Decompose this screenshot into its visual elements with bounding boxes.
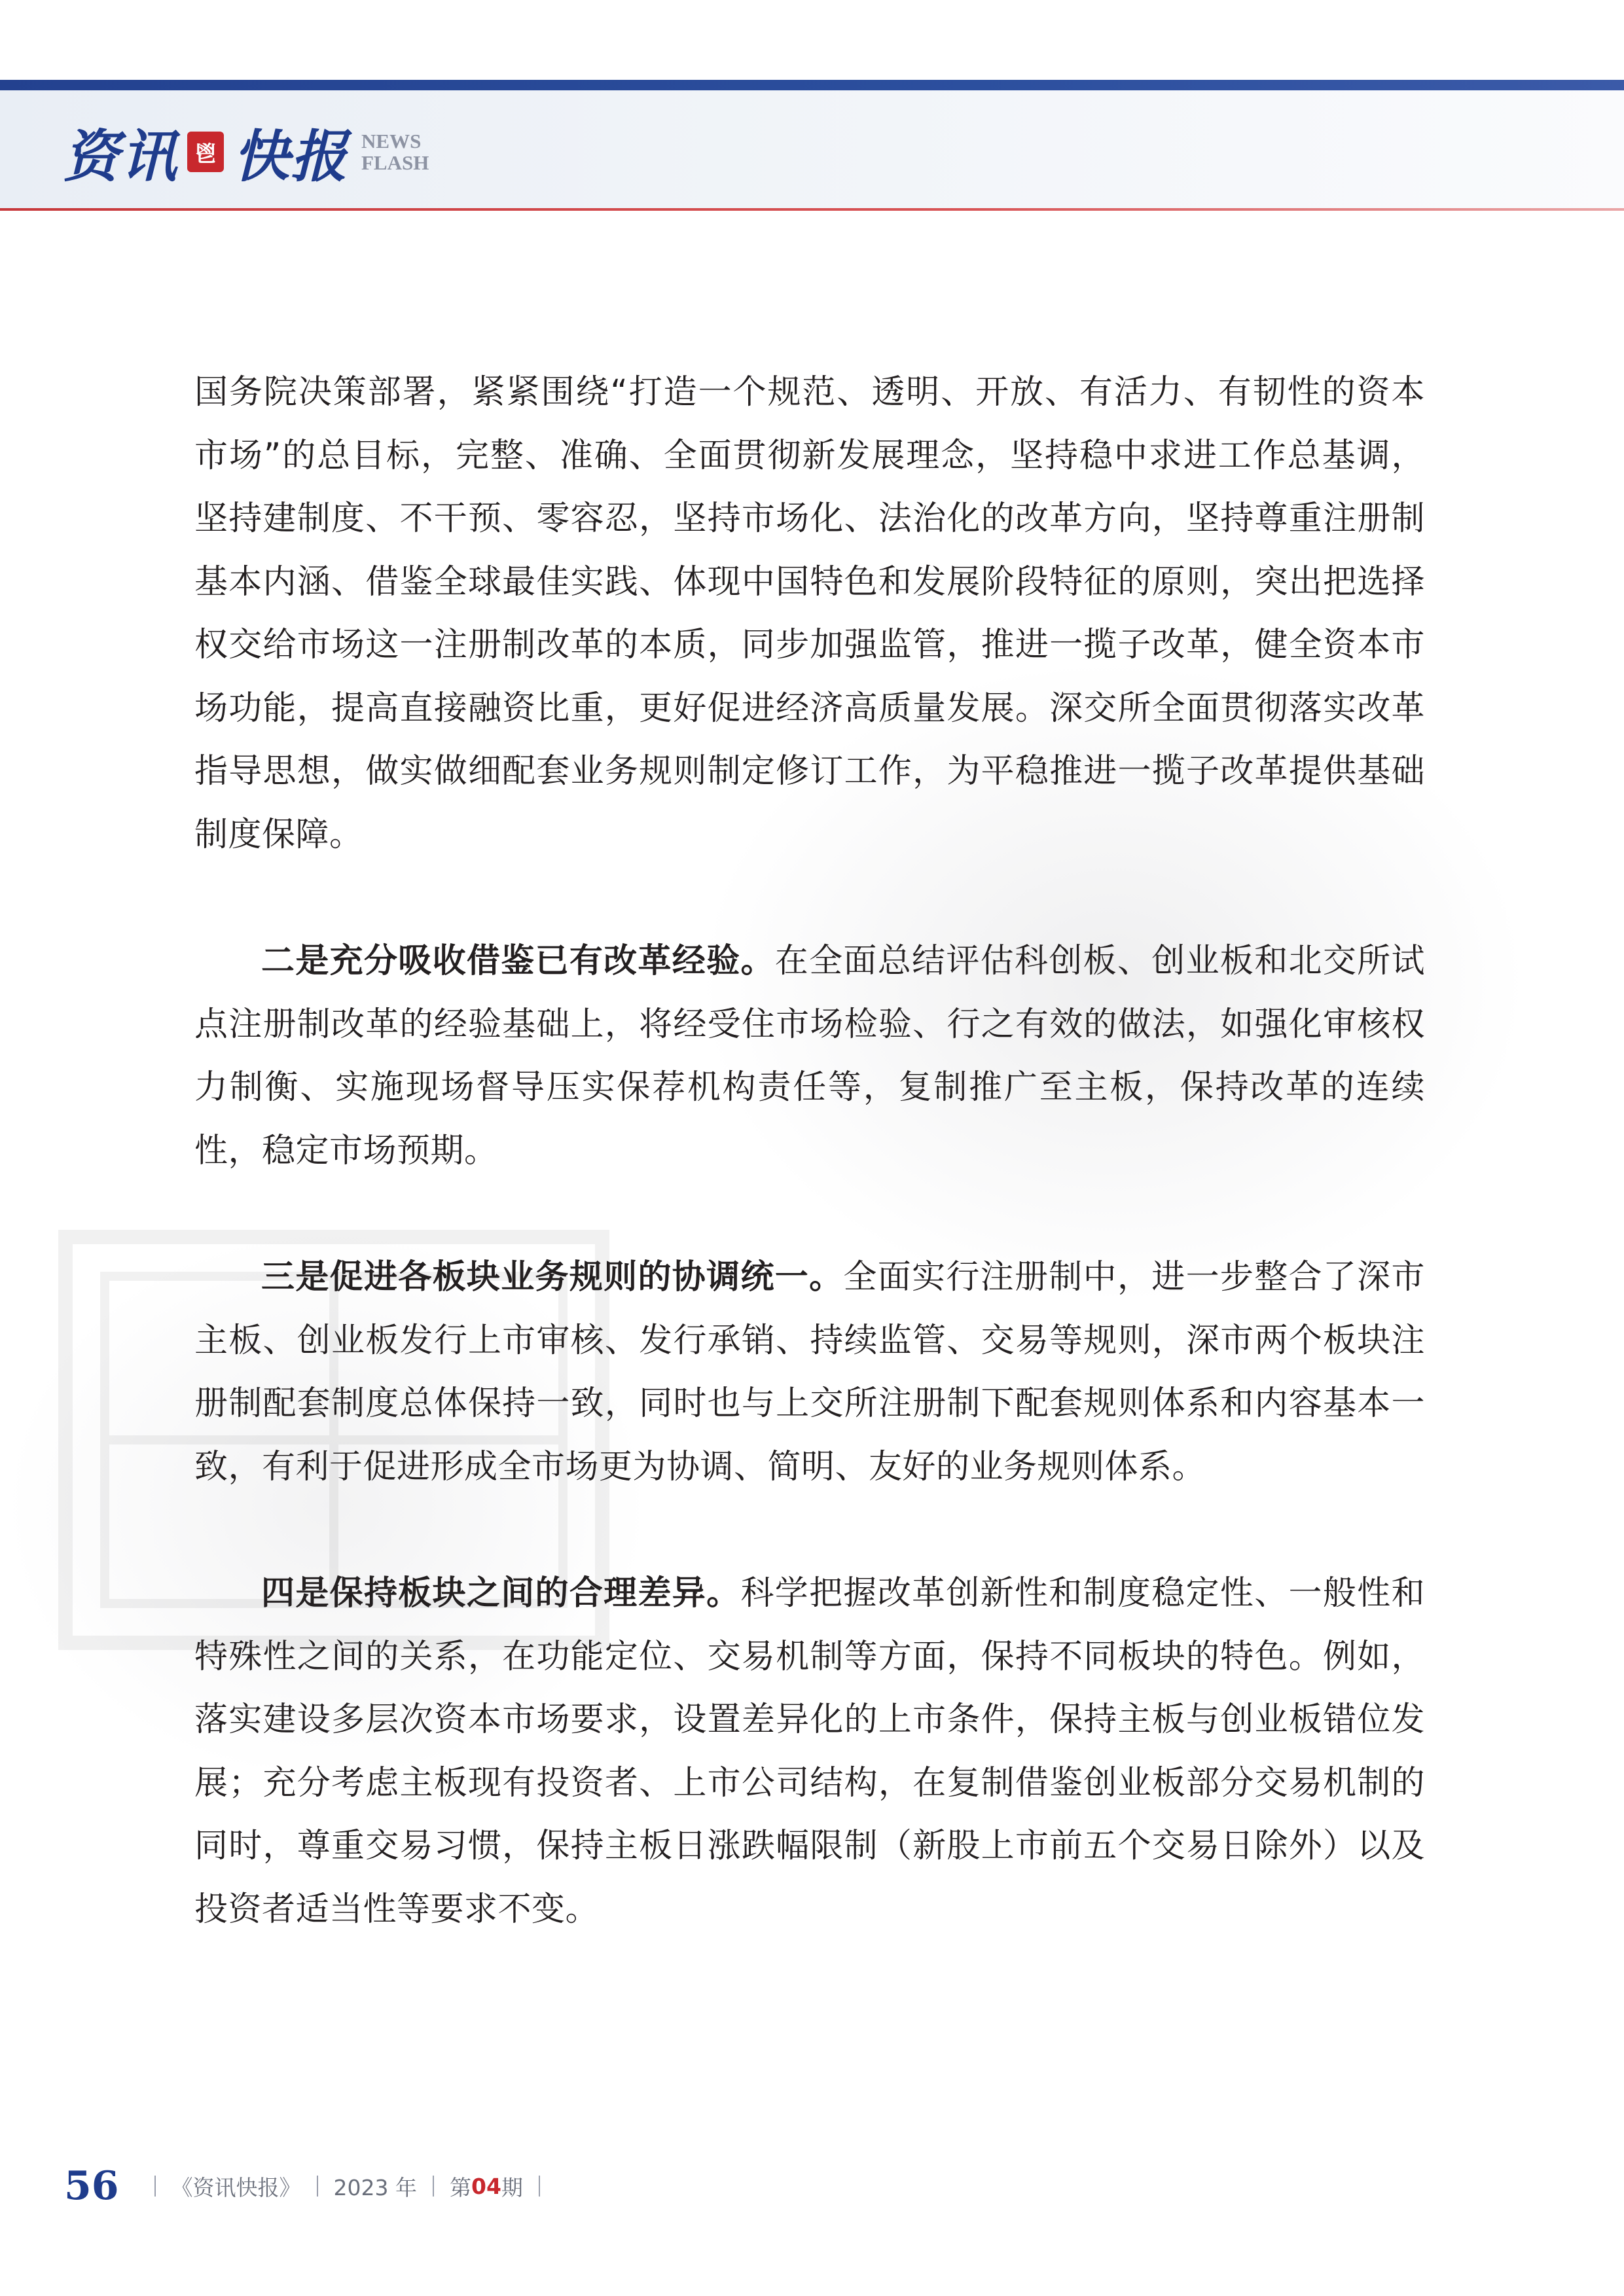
paragraph-3 — [194, 1246, 1425, 1499]
footer-issue-suffix: 期 — [501, 2174, 523, 2200]
paragraph-4-lead: 四是保持板块之间的合理差异。 — [261, 1574, 741, 1613]
paragraph-4-body: 科学把握改革创新性和制度稳定性、一般性和特殊性之间的关系，在功能定位、交易机制等方面，保持不同板块的特色。例如，落实建设多层次资本市场要求，设置差异化的上市条件，保持主板与创业板错位发展；充分考虑主板现有投资者、上市公司结构，在复制借鉴创业板部分交易机制的同时，尊重交易习惯，保持主板日涨跌幅限制（新股上市前五个交易日除外）以及投资者适当性等要求不变。 — [194, 1574, 1425, 1929]
paragraph-2-lead: 二是充分吸收借鉴已有改革经验。 — [261, 942, 775, 980]
footer-issue-number: 04 — [471, 2173, 501, 2199]
paragraph-2-body: 在全面总结评估科创板、创业板和北交所试点注册制改革的经验基础上，将经受住市场检验、行之有效的做法，如强化审核权力制衡、实施现场督导压实保荐机构责任等，复制推广至主板，保持改革的连续性，稳定市场预期。 — [194, 942, 1425, 1170]
footer-separator — [154, 2176, 156, 2197]
logo-english-line2: FLASH — [361, 151, 429, 174]
footer-issue-prefix: 第 — [449, 2174, 471, 2200]
article-body — [194, 361, 1425, 1941]
paragraph-4 — [194, 1562, 1425, 1941]
publication-logo — [63, 113, 429, 191]
paragraph-3-body: 全面实行注册制中，进一步整合了深市主板、创业板发行上市审核、发行承销、持续监管、交易等规则，深市两个板块注册制配套制度总体保持一致，同时也与上交所注册制下配套规则体系和内容基本一致，有利于促进形成全市场更为协调、简明、友好的业务规则体系。 — [194, 1258, 1425, 1486]
logo-english — [361, 130, 429, 173]
footer-publication: 《资讯快报》 — [171, 2174, 301, 2200]
page-number: 56 — [64, 2163, 119, 2209]
page-footer — [64, 2160, 556, 2212]
footer-year: 2023 年 — [333, 2174, 417, 2200]
footer-separator — [433, 2176, 434, 2197]
paragraph-3-lead: 三是促进各板块业务规则的协调统一。 — [261, 1258, 844, 1297]
header-top-bar — [0, 80, 1624, 90]
page-header — [0, 0, 1624, 216]
header-divider — [0, 208, 1624, 211]
paragraph-2 — [194, 930, 1425, 1183]
logo-seal-icon: 鬯 — [187, 132, 224, 172]
footer-separator — [317, 2176, 318, 2197]
paragraph-1: 国务院决策部署，紧紧围绕“打造一个规范、透明、开放、有活力、有韧性的资本市场”的总目标，完整、准确、全面贯彻新发展理念，坚持稳中求进工作总基调，坚持建制度、不干预、零容忍，坚持市场化、法治化的改革方向，坚持尊重注册制基本内涵、借鉴全球最佳实践、体现中国特色和发展阶段特征的原则，突出把选择权交给市场这一注册制改革的本质，同步加强监管，推进一揽子改革，健全资本市场功能，提高直接融资比重，更好促进经济高质量发展。深交所全面贯彻落实改革指导思想，做实做细配套业务规则制定修订工作，为平稳推进一揽子改革提供基础制度保障。 — [194, 373, 1425, 854]
logo-text-part2: 快报 — [233, 124, 348, 190]
logo-english-line1: NEWS — [361, 130, 422, 152]
footer-separator — [539, 2176, 540, 2197]
logo-text-part1: 资讯 — [63, 124, 178, 190]
